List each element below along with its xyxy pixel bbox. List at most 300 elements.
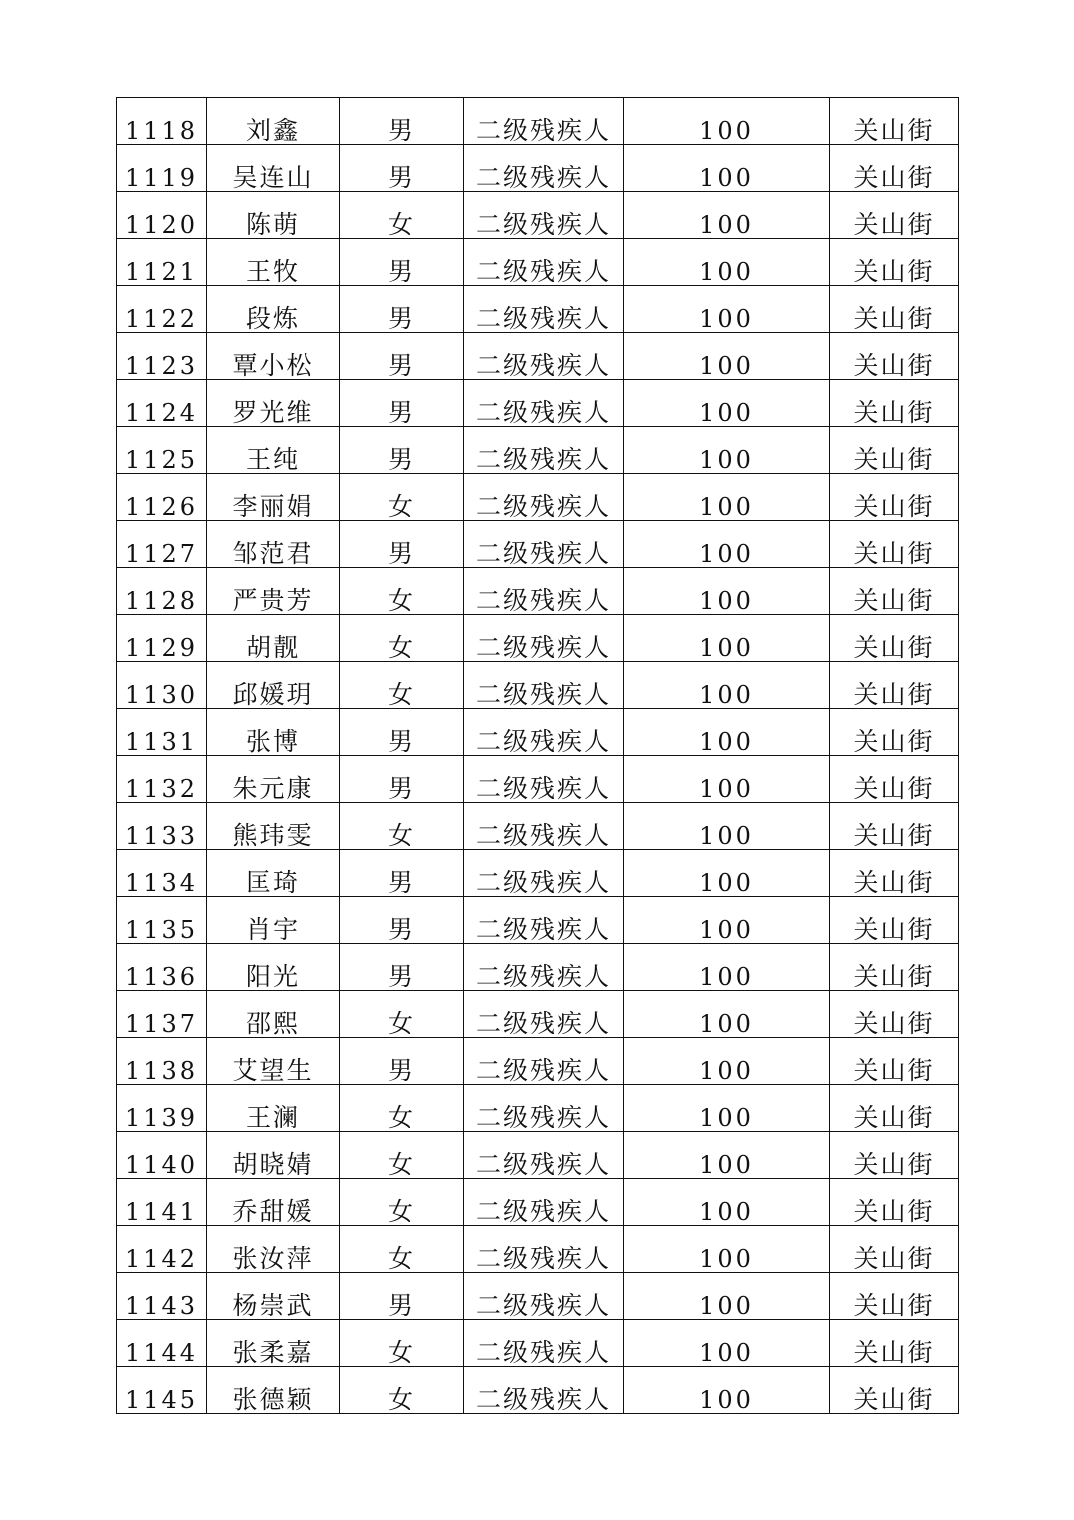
table-row xyxy=(117,1273,959,1320)
amount-cell-text: 100 xyxy=(699,869,754,897)
serial-number-cell xyxy=(117,1085,207,1132)
table-row xyxy=(117,1179,959,1226)
street-cell xyxy=(830,98,959,145)
street-cell xyxy=(830,380,959,427)
disability-category-cell xyxy=(464,615,624,662)
amount-cell-text: 100 xyxy=(699,540,754,568)
serial-number-cell-text: 1128 xyxy=(124,587,199,615)
serial-number-cell-text: 1141 xyxy=(124,1198,199,1226)
disability-category-cell-text: 二级残疾人 xyxy=(475,1338,611,1367)
amount-cell-text: 100 xyxy=(699,587,754,615)
disability-category-cell xyxy=(464,1179,624,1226)
gender-cell xyxy=(340,1179,464,1226)
street-cell xyxy=(830,1085,959,1132)
amount-cell-text: 100 xyxy=(699,1057,754,1085)
amount-cell xyxy=(624,286,830,333)
serial-number-cell-text: 1139 xyxy=(124,1104,199,1132)
subsidy-roster-table xyxy=(116,97,959,1414)
gender-cell xyxy=(340,1085,464,1132)
disability-category-cell xyxy=(464,803,624,850)
serial-number-cell xyxy=(117,944,207,991)
disability-category-cell xyxy=(464,521,624,568)
serial-number-cell-text: 1145 xyxy=(124,1386,199,1414)
disability-category-cell xyxy=(464,944,624,991)
name-cell xyxy=(207,756,340,803)
name-cell-text: 王牧 xyxy=(245,257,300,286)
name-cell xyxy=(207,192,340,239)
street-cell-text: 关山街 xyxy=(853,868,935,897)
gender-cell-text: 男 xyxy=(387,351,415,380)
gender-cell xyxy=(340,615,464,662)
street-cell-text: 关山街 xyxy=(853,351,935,380)
name-cell xyxy=(207,145,340,192)
serial-number-cell-text: 1130 xyxy=(124,681,199,709)
gender-cell xyxy=(340,850,464,897)
gender-cell-text: 女 xyxy=(387,1150,415,1179)
amount-cell-text: 100 xyxy=(699,1245,754,1273)
street-cell xyxy=(830,568,959,615)
street-cell-text: 关山街 xyxy=(853,210,935,239)
gender-cell-text: 男 xyxy=(387,1056,415,1085)
serial-number-cell-text: 1126 xyxy=(124,493,199,521)
street-cell xyxy=(830,333,959,380)
disability-category-cell-text: 二级残疾人 xyxy=(475,868,611,897)
name-cell-text: 肖宇 xyxy=(245,915,300,944)
table-row xyxy=(117,145,959,192)
table-row xyxy=(117,192,959,239)
gender-cell-text: 女 xyxy=(387,1009,415,1038)
serial-number-cell xyxy=(117,850,207,897)
serial-number-cell-text: 1143 xyxy=(124,1292,199,1320)
street-cell-text: 关山街 xyxy=(853,116,935,145)
amount-cell xyxy=(624,380,830,427)
amount-cell-text: 100 xyxy=(699,1292,754,1320)
serial-number-cell xyxy=(117,615,207,662)
table-row xyxy=(117,615,959,662)
serial-number-cell xyxy=(117,474,207,521)
disability-category-cell xyxy=(464,1320,624,1367)
street-cell-text: 关山街 xyxy=(853,445,935,474)
disability-category-cell-text: 二级残疾人 xyxy=(475,727,611,756)
street-cell-text: 关山街 xyxy=(853,539,935,568)
disability-category-cell xyxy=(464,850,624,897)
serial-number-cell-text: 1136 xyxy=(124,963,199,991)
roster-body xyxy=(117,98,959,1414)
street-cell-text: 关山街 xyxy=(853,163,935,192)
disability-category-cell xyxy=(464,662,624,709)
street-cell xyxy=(830,1273,959,1320)
street-cell-text: 关山街 xyxy=(853,1103,935,1132)
street-cell-text: 关山街 xyxy=(853,915,935,944)
gender-cell xyxy=(340,1367,464,1414)
gender-cell xyxy=(340,427,464,474)
serial-number-cell-text: 1122 xyxy=(124,305,199,333)
gender-cell-text: 男 xyxy=(387,1291,415,1320)
amount-cell xyxy=(624,568,830,615)
street-cell-text: 关山街 xyxy=(853,821,935,850)
name-cell-text: 艾望生 xyxy=(232,1056,314,1085)
disability-category-cell xyxy=(464,756,624,803)
disability-category-cell xyxy=(464,1038,624,1085)
street-cell xyxy=(830,1179,959,1226)
serial-number-cell xyxy=(117,897,207,944)
name-cell xyxy=(207,709,340,756)
name-cell-text: 阳光 xyxy=(245,962,300,991)
table-row xyxy=(117,427,959,474)
street-cell xyxy=(830,615,959,662)
disability-category-cell-text: 二级残疾人 xyxy=(475,1197,611,1226)
street-cell-text: 关山街 xyxy=(853,1338,935,1367)
serial-number-cell-text: 1134 xyxy=(124,869,199,897)
disability-category-cell-text: 二级残疾人 xyxy=(475,492,611,521)
disability-category-cell-text: 二级残疾人 xyxy=(475,1291,611,1320)
disability-category-cell-text: 二级残疾人 xyxy=(475,1103,611,1132)
name-cell-text: 罗光维 xyxy=(232,398,314,427)
serial-number-cell xyxy=(117,1179,207,1226)
amount-cell-text: 100 xyxy=(699,822,754,850)
amount-cell-text: 100 xyxy=(699,1198,754,1226)
disability-category-cell-text: 二级残疾人 xyxy=(475,821,611,850)
amount-cell-text: 100 xyxy=(699,305,754,333)
amount-cell xyxy=(624,192,830,239)
serial-number-cell xyxy=(117,427,207,474)
amount-cell-text: 100 xyxy=(699,493,754,521)
disability-category-cell-text: 二级残疾人 xyxy=(475,586,611,615)
serial-number-cell xyxy=(117,803,207,850)
amount-cell xyxy=(624,1085,830,1132)
name-cell-text: 熊玮雯 xyxy=(232,821,314,850)
serial-number-cell xyxy=(117,1132,207,1179)
name-cell xyxy=(207,521,340,568)
street-cell xyxy=(830,803,959,850)
disability-category-cell-text: 二级残疾人 xyxy=(475,1150,611,1179)
amount-cell-text: 100 xyxy=(699,164,754,192)
gender-cell-text: 女 xyxy=(387,680,415,709)
serial-number-cell-text: 1133 xyxy=(124,822,199,850)
amount-cell xyxy=(624,1320,830,1367)
serial-number-cell xyxy=(117,1273,207,1320)
gender-cell xyxy=(340,1226,464,1273)
street-cell xyxy=(830,1038,959,1085)
disability-category-cell xyxy=(464,568,624,615)
street-cell xyxy=(830,756,959,803)
serial-number-cell-text: 1138 xyxy=(124,1057,199,1085)
gender-cell-text: 男 xyxy=(387,257,415,286)
table-row xyxy=(117,1085,959,1132)
gender-cell-text: 女 xyxy=(387,633,415,662)
amount-cell xyxy=(624,1273,830,1320)
amount-cell xyxy=(624,944,830,991)
gender-cell xyxy=(340,98,464,145)
serial-number-cell xyxy=(117,756,207,803)
table-row xyxy=(117,474,959,521)
serial-number-cell xyxy=(117,1367,207,1414)
name-cell-text: 段炼 xyxy=(245,304,300,333)
table-row xyxy=(117,662,959,709)
street-cell xyxy=(830,944,959,991)
name-cell xyxy=(207,1038,340,1085)
amount-cell-text: 100 xyxy=(699,258,754,286)
street-cell xyxy=(830,897,959,944)
amount-cell xyxy=(624,850,830,897)
disability-category-cell xyxy=(464,286,624,333)
disability-category-cell-text: 二级残疾人 xyxy=(475,304,611,333)
gender-cell-text: 女 xyxy=(387,492,415,521)
street-cell-text: 关山街 xyxy=(853,1150,935,1179)
table-row xyxy=(117,286,959,333)
gender-cell xyxy=(340,568,464,615)
street-cell xyxy=(830,709,959,756)
gender-cell xyxy=(340,286,464,333)
amount-cell xyxy=(624,803,830,850)
disability-category-cell-text: 二级残疾人 xyxy=(475,1009,611,1038)
street-cell xyxy=(830,239,959,286)
street-cell-text: 关山街 xyxy=(853,1197,935,1226)
gender-cell xyxy=(340,380,464,427)
amount-cell xyxy=(624,897,830,944)
disability-category-cell xyxy=(464,474,624,521)
gender-cell-text: 女 xyxy=(387,1338,415,1367)
disability-category-cell xyxy=(464,192,624,239)
street-cell-text: 关山街 xyxy=(853,680,935,709)
name-cell xyxy=(207,1320,340,1367)
disability-category-cell-text: 二级残疾人 xyxy=(475,116,611,145)
serial-number-cell-text: 1119 xyxy=(124,164,199,192)
name-cell xyxy=(207,1226,340,1273)
name-cell xyxy=(207,1179,340,1226)
disability-category-cell-text: 二级残疾人 xyxy=(475,774,611,803)
serial-number-cell-text: 1124 xyxy=(124,399,199,427)
table-row xyxy=(117,756,959,803)
street-cell-text: 关山街 xyxy=(853,586,935,615)
name-cell-text: 张博 xyxy=(245,727,300,756)
street-cell-text: 关山街 xyxy=(853,304,935,333)
gender-cell xyxy=(340,145,464,192)
disability-category-cell xyxy=(464,1273,624,1320)
amount-cell-text: 100 xyxy=(699,352,754,380)
amount-cell xyxy=(624,1179,830,1226)
amount-cell-text: 100 xyxy=(699,681,754,709)
name-cell xyxy=(207,1273,340,1320)
street-cell-text: 关山街 xyxy=(853,1244,935,1273)
name-cell xyxy=(207,239,340,286)
serial-number-cell xyxy=(117,662,207,709)
amount-cell xyxy=(624,239,830,286)
gender-cell-text: 男 xyxy=(387,304,415,333)
name-cell xyxy=(207,333,340,380)
serial-number-cell-text: 1132 xyxy=(124,775,199,803)
table-row xyxy=(117,944,959,991)
amount-cell xyxy=(624,427,830,474)
street-cell-text: 关山街 xyxy=(853,398,935,427)
name-cell xyxy=(207,98,340,145)
gender-cell-text: 女 xyxy=(387,586,415,615)
serial-number-cell xyxy=(117,286,207,333)
gender-cell xyxy=(340,1038,464,1085)
name-cell xyxy=(207,286,340,333)
table-row xyxy=(117,1226,959,1273)
table-row xyxy=(117,709,959,756)
gender-cell xyxy=(340,944,464,991)
table-row xyxy=(117,380,959,427)
amount-cell xyxy=(624,615,830,662)
name-cell-text: 胡靓 xyxy=(245,633,300,662)
serial-number-cell xyxy=(117,991,207,1038)
table-row xyxy=(117,568,959,615)
disability-category-cell xyxy=(464,380,624,427)
street-cell-text: 关山街 xyxy=(853,962,935,991)
name-cell xyxy=(207,803,340,850)
name-cell xyxy=(207,474,340,521)
gender-cell-text: 男 xyxy=(387,116,415,145)
name-cell xyxy=(207,1367,340,1414)
name-cell-text: 吴连山 xyxy=(232,163,314,192)
disability-category-cell-text: 二级残疾人 xyxy=(475,633,611,662)
gender-cell xyxy=(340,474,464,521)
street-cell-text: 关山街 xyxy=(853,1056,935,1085)
street-cell-text: 关山街 xyxy=(853,1385,935,1414)
amount-cell-text: 100 xyxy=(699,117,754,145)
name-cell xyxy=(207,991,340,1038)
gender-cell-text: 女 xyxy=(387,821,415,850)
amount-cell-text: 100 xyxy=(699,1010,754,1038)
gender-cell-text: 男 xyxy=(387,727,415,756)
serial-number-cell xyxy=(117,1038,207,1085)
name-cell-text: 杨崇武 xyxy=(232,1291,314,1320)
amount-cell-text: 100 xyxy=(699,1339,754,1367)
amount-cell xyxy=(624,474,830,521)
disability-category-cell-text: 二级残疾人 xyxy=(475,539,611,568)
gender-cell xyxy=(340,662,464,709)
amount-cell xyxy=(624,1367,830,1414)
gender-cell-text: 男 xyxy=(387,445,415,474)
disability-category-cell-text: 二级残疾人 xyxy=(475,680,611,709)
serial-number-cell-text: 1135 xyxy=(124,916,199,944)
amount-cell-text: 100 xyxy=(699,775,754,803)
amount-cell-text: 100 xyxy=(699,446,754,474)
serial-number-cell xyxy=(117,192,207,239)
amount-cell xyxy=(624,145,830,192)
table-row xyxy=(117,1132,959,1179)
disability-category-cell xyxy=(464,98,624,145)
name-cell-text: 邵熙 xyxy=(245,1009,300,1038)
name-cell-text: 邹范君 xyxy=(232,539,314,568)
name-cell-text: 邱媛玥 xyxy=(232,680,314,709)
disability-category-cell xyxy=(464,239,624,286)
street-cell-text: 关山街 xyxy=(853,727,935,756)
street-cell-text: 关山街 xyxy=(853,1009,935,1038)
gender-cell xyxy=(340,1320,464,1367)
amount-cell-text: 100 xyxy=(699,211,754,239)
disability-category-cell-text: 二级残疾人 xyxy=(475,351,611,380)
serial-number-cell-text: 1121 xyxy=(124,258,199,286)
table-row xyxy=(117,1038,959,1085)
serial-number-cell-text: 1123 xyxy=(124,352,199,380)
table-row xyxy=(117,803,959,850)
amount-cell xyxy=(624,98,830,145)
name-cell-text: 严贵芳 xyxy=(232,586,314,615)
name-cell xyxy=(207,568,340,615)
amount-cell xyxy=(624,756,830,803)
street-cell xyxy=(830,474,959,521)
serial-number-cell xyxy=(117,568,207,615)
amount-cell xyxy=(624,991,830,1038)
street-cell-text: 关山街 xyxy=(853,633,935,662)
gender-cell-text: 男 xyxy=(387,962,415,991)
disability-category-cell xyxy=(464,1367,624,1414)
gender-cell-text: 女 xyxy=(387,1103,415,1132)
serial-number-cell xyxy=(117,709,207,756)
street-cell-text: 关山街 xyxy=(853,1291,935,1320)
disability-category-cell-text: 二级残疾人 xyxy=(475,1385,611,1414)
name-cell xyxy=(207,615,340,662)
street-cell xyxy=(830,145,959,192)
name-cell-text: 王澜 xyxy=(245,1103,300,1132)
gender-cell xyxy=(340,756,464,803)
table-row xyxy=(117,897,959,944)
table-row xyxy=(117,991,959,1038)
table-row xyxy=(117,333,959,380)
street-cell xyxy=(830,192,959,239)
table-row xyxy=(117,1320,959,1367)
name-cell xyxy=(207,1132,340,1179)
serial-number-cell-text: 1137 xyxy=(124,1010,199,1038)
gender-cell-text: 女 xyxy=(387,1197,415,1226)
amount-cell-text: 100 xyxy=(699,728,754,756)
gender-cell-text: 女 xyxy=(387,1244,415,1273)
name-cell xyxy=(207,1085,340,1132)
disability-category-cell xyxy=(464,333,624,380)
gender-cell-text: 男 xyxy=(387,774,415,803)
name-cell-text: 朱元康 xyxy=(232,774,314,803)
name-cell xyxy=(207,427,340,474)
serial-number-cell-text: 1125 xyxy=(124,446,199,474)
name-cell-text: 张柔嘉 xyxy=(232,1338,314,1367)
gender-cell-text: 男 xyxy=(387,398,415,427)
serial-number-cell xyxy=(117,380,207,427)
gender-cell xyxy=(340,709,464,756)
disability-category-cell-text: 二级残疾人 xyxy=(475,1244,611,1273)
disability-category-cell-text: 二级残疾人 xyxy=(475,1056,611,1085)
name-cell-text: 覃小松 xyxy=(232,351,314,380)
serial-number-cell xyxy=(117,98,207,145)
gender-cell-text: 女 xyxy=(387,1385,415,1414)
name-cell-text: 张汝萍 xyxy=(232,1244,314,1273)
gender-cell-text: 男 xyxy=(387,915,415,944)
gender-cell xyxy=(340,803,464,850)
serial-number-cell-text: 1142 xyxy=(124,1245,199,1273)
disability-category-cell-text: 二级残疾人 xyxy=(475,962,611,991)
disability-category-cell xyxy=(464,709,624,756)
amount-cell xyxy=(624,662,830,709)
amount-cell-text: 100 xyxy=(699,399,754,427)
disability-category-cell-text: 二级残疾人 xyxy=(475,915,611,944)
name-cell-text: 张德颖 xyxy=(232,1385,314,1414)
gender-cell-text: 女 xyxy=(387,210,415,239)
disability-category-cell xyxy=(464,991,624,1038)
table-row xyxy=(117,850,959,897)
street-cell-text: 关山街 xyxy=(853,492,935,521)
serial-number-cell xyxy=(117,1226,207,1273)
amount-cell-text: 100 xyxy=(699,916,754,944)
street-cell xyxy=(830,286,959,333)
amount-cell-text: 100 xyxy=(699,1151,754,1179)
gender-cell xyxy=(340,897,464,944)
disability-category-cell xyxy=(464,1132,624,1179)
amount-cell-text: 100 xyxy=(699,963,754,991)
name-cell-text: 匡琦 xyxy=(245,868,300,897)
gender-cell-text: 男 xyxy=(387,163,415,192)
